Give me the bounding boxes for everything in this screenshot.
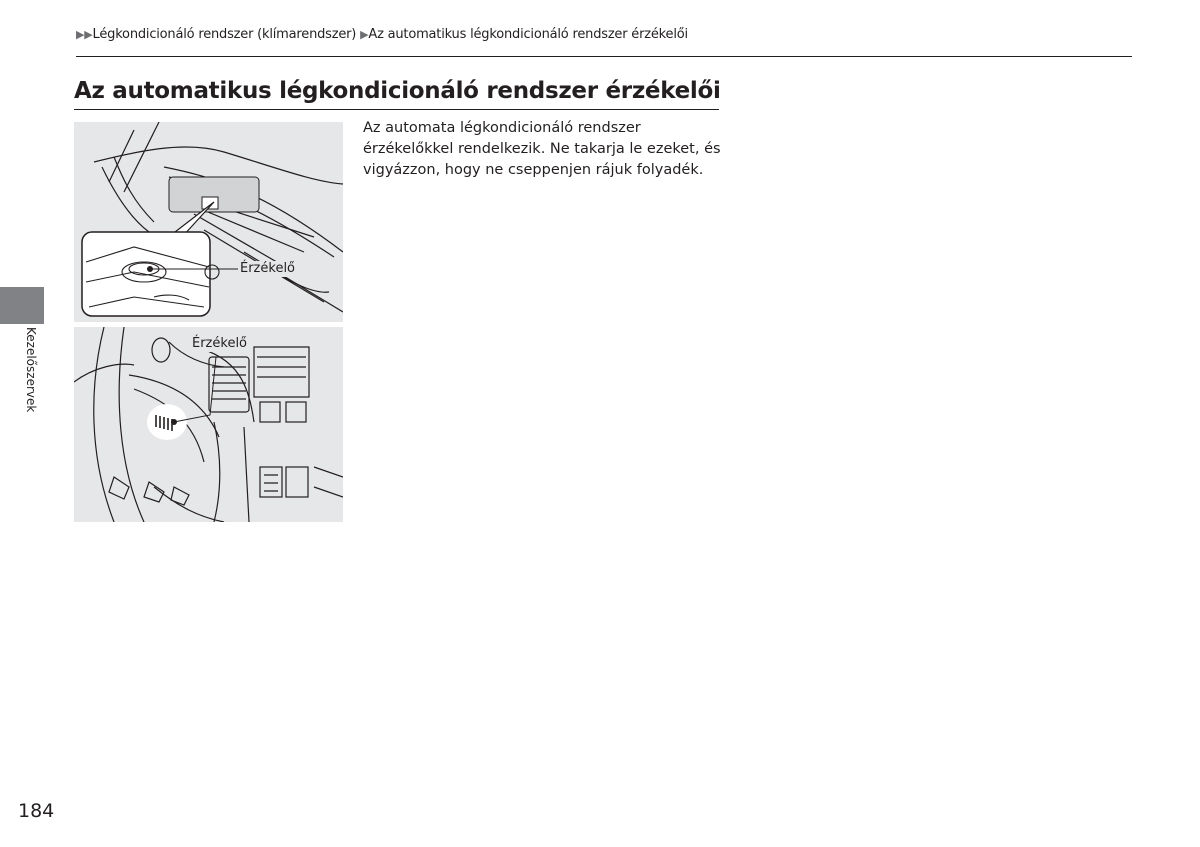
sensor-label-upper: Érzékelő — [240, 261, 296, 276]
chapter-label: Kezelőszervek — [24, 327, 38, 413]
title-rule — [74, 109, 719, 110]
steering-column-illustration — [74, 327, 343, 522]
breadcrumb-section[interactable]: Légkondicionáló rendszer (klímarendszer) — [92, 27, 357, 42]
sensor-description: Az automata légkondicionáló rendszer érzékelőkkel rendelkezik. Ne takarja le ezeket, és vigyázzon, hogy ne cseppenjen rájuk folyadék. — [363, 120, 721, 178]
breadcrumb — [76, 26, 1136, 46]
dashboard-illustration — [74, 122, 343, 322]
page-number: 184 — [18, 800, 55, 822]
breadcrumb-arrow-icon: ▶ — [360, 28, 369, 41]
body-text — [363, 118, 723, 181]
sensor-label-lower: Érzékelő — [192, 336, 248, 351]
breadcrumb-topic: Az automatikus légkondicionáló rendszer érzékelői — [368, 27, 688, 42]
breadcrumb-arrow-icon: ▶▶ — [76, 28, 93, 41]
temperature-sensor-figure — [74, 327, 343, 522]
sunlight-sensor-figure — [74, 122, 343, 322]
page-title: Az automatikus légkondicionáló rendszer érzékelői — [74, 78, 721, 104]
header-rule — [76, 56, 1132, 57]
chapter-tab — [0, 287, 44, 324]
